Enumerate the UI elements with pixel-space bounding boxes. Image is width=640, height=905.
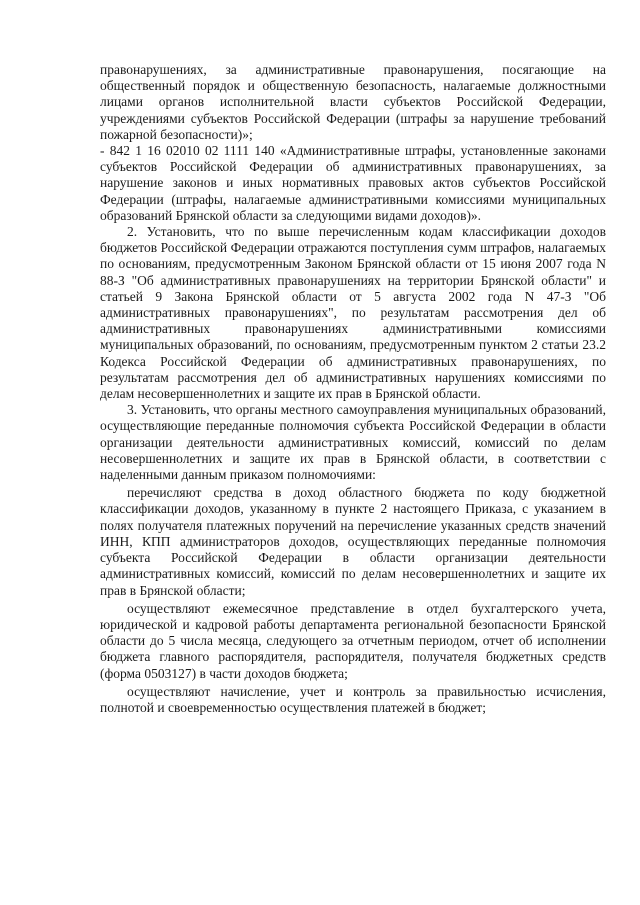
paragraph-monthly-report: осуществляют ежемесячное представление в отдел бухгалтерского учета, юридической и кадровой работы департамента региональной безопасности Брянской области до 5 числа месяца, следующего за отчетным периодом, отчет об исполнении бюджета главного распорядителя, распорядителя, получателя бюджетных средств (форма 0503127) в части доходов бюджета; [100,600,606,681]
paragraph-accrual-control: осуществляют начисление, учет и контроль за правильностью исчисления, полнотой и своевременностью осуществления платежей в бюджет; [100,683,606,715]
paragraph-item-2: 2. Установить, что по выше перечисленным кодам классификации доходов бюджетов Российской Федерации отражаются поступления сумм штрафов, налагаемых по основаниям, предусмотренным Законом Брянской области от 15 июня 2007 года N 88-З "Об административных правонарушениях на территории Брянской области" и статьей 9 Закона Брянской области от 5 августа 2002 года N 47-З "Об административных правонарушениях", по результатам рассмотрения дел об административных правонарушениях административными комиссиями муниципальных образований, по основаниям, предусмотренным пунктом 2 статьи 23.2 Кодекса Российской Федерации об административных правонарушениях, по результатам рассмотрения дел об административных нарушениях комиссиями по делам несовершеннолетних и защите их прав в Брянской области. [100,224,606,402]
paragraph-transfer-funds: перечисляют средства в доход областного бюджета по коду бюджетной классификации доходов, указанному в пункте 2 настоящего Приказа, с указанием в полях получателя платежных поручений на перечисление указанных средств значений ИНН, КПП администраторов доходов, осуществляющих переданные полномочия субъекта Российской Федерации в области организации деятельности административных комиссий, комиссий по делам несовершеннолетних и защите их прав в Брянской области; [100,485,606,598]
paragraph-fines-fire-safety: правонарушениях, за административные правонарушения, посягающие на общественный порядок и общественную безопасность, налагаемые должностными лицами органов исполнительной власти субъектов Российской Федерации, учреждениями субъектов Российской Федерации (штрафы за нарушение требований пожарной безопасности)»; [100,62,606,142]
paragraph-code-842: - 842 1 16 02010 02 1111 140 «Административные штрафы, установленные законами субъектов Российской Федерации об административных правонарушениях, за нарушение законов и иных нормативных правовых актов субъектов Российской Федерации (штрафы, налагаемые административными комиссиями муниципальных образований Брянской области за следующими видами доходов)». [100,143,606,223]
paragraph-item-3: 3. Установить, что органы местного самоуправления муниципальных образований, осуществляющие переданные полномочия субъекта Российской Федерации в области организации деятельности административных комиссий, комиссий по делам несовершеннолетних и защите их прав в Брянской области, в соответствии с наделенными данным приказом полномочиями: [100,402,606,483]
